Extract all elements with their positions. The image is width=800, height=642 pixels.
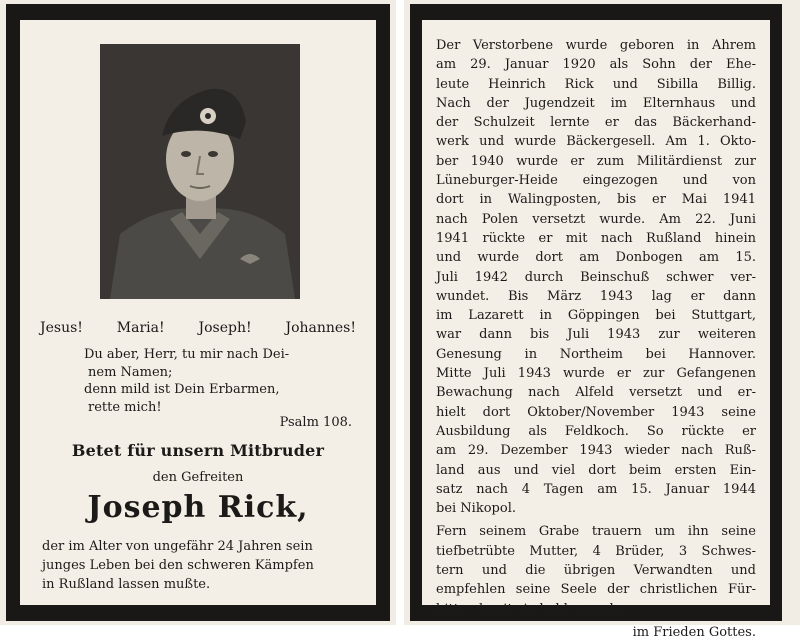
invocation-word: Maria! bbox=[116, 320, 165, 336]
card-inner bbox=[20, 20, 376, 605]
bio-line: leute Heinrich Rick und Sibilla Billig. bbox=[436, 76, 756, 92]
bio-line: Bewachung nach Alfeld versetzt und er- bbox=[436, 385, 756, 401]
bio-line: Genesung in Northeim bei Hannover. bbox=[436, 346, 756, 362]
bio-line: am 29. Januar 1920 als Sohn der Ehe- bbox=[436, 57, 756, 73]
closing-line: junges Leben bei den schweren Kämpfen bbox=[42, 558, 314, 573]
closing-line: in Rußland lassen mußte. bbox=[42, 577, 211, 592]
bio-line: war dann bis Juli 1943 zur weiteren bbox=[436, 327, 756, 343]
bio-line: werk und wurde Bäckergesell. Am 1. Okto- bbox=[436, 134, 756, 150]
bio-line: und wurde dort am Donbogen am 15. bbox=[436, 250, 756, 266]
bio-line: Lüneburger-Heide eingezogen und von bbox=[436, 173, 756, 189]
psalm-line: nem Namen; bbox=[88, 364, 173, 380]
biography-text bbox=[436, 36, 756, 642]
card-inner bbox=[422, 20, 770, 640]
mourning-line: tiefbetrübte Mutter, 4 Brüder, 3 Schwes- bbox=[436, 543, 756, 559]
prayer-headline: Betet für unsern Mitbruder bbox=[71, 441, 325, 460]
invocation-word: Johannes! bbox=[285, 320, 356, 336]
portrait-drawing bbox=[100, 44, 300, 299]
military-rank: den Gefreiten bbox=[152, 470, 244, 485]
psalm-line: Du aber, Herr, tu mir nach Dei- bbox=[84, 347, 290, 362]
black-border bbox=[6, 4, 390, 621]
bio-line: 1941 rückte er mit nach Rußland hinein bbox=[436, 230, 756, 246]
invocation-line bbox=[40, 320, 356, 336]
bio-line: land aus und viel dort beim ersten Ein- bbox=[436, 462, 756, 478]
right-card-page bbox=[404, 0, 800, 640]
bio-line: Nach der Jugendzeit im Elternhaus und bbox=[436, 95, 756, 111]
bio-line: nach Polen versetzt wurde. Am 22. Juni bbox=[436, 211, 756, 227]
deceased-name: Joseph Rick, bbox=[87, 490, 309, 525]
bio-line: Mitte Juli 1943 wurde er zur Gefangenen bbox=[436, 366, 756, 382]
psalm-reference: Psalm 108. bbox=[279, 415, 352, 430]
black-border bbox=[410, 4, 782, 640]
bio-line: hielt dort Oktober/November 1943 seine bbox=[436, 404, 756, 420]
sign-off: im Frieden Gottes. bbox=[632, 624, 756, 640]
psalm-quote bbox=[84, 346, 352, 416]
mourning-line: tern und die übrigen Verwandten und bbox=[436, 563, 756, 579]
bio-line: Der Verstorbene wurde geboren in Ahrem bbox=[436, 38, 756, 53]
bio-line: der Schulzeit lernte er das Bäckerhand- bbox=[436, 115, 756, 131]
psalm-line: rette mich! bbox=[88, 399, 162, 415]
psalm-line: denn mild ist Dein Erbarmen, bbox=[84, 382, 280, 397]
bio-line: im Lazarett in Göppingen bei Stuttgart, bbox=[436, 308, 756, 324]
soldier-portrait-photo bbox=[100, 44, 300, 299]
left-card-page bbox=[0, 0, 396, 625]
bio-line: Juli 1942 durch Beinschuß schwer ver- bbox=[436, 269, 756, 285]
bio-line: ber 1940 wurde er zum Militärdienst zur bbox=[436, 153, 756, 169]
mourning-line: bitte, damit sie bald ausruhe bbox=[436, 601, 626, 617]
bio-line: wundet. Bis März 1943 lag er dann bbox=[436, 288, 756, 304]
invocation-word: Joseph! bbox=[198, 320, 252, 336]
bio-line: Ausbildung als Feldkoch. So rückte er bbox=[436, 423, 756, 439]
bio-line: dort in Walingposten, bis er Mai 1941 bbox=[436, 192, 756, 208]
mourning-line: Fern seinem Grabe trauern um ihn seine bbox=[436, 524, 756, 540]
bio-line: bei Nikopol. bbox=[436, 501, 516, 517]
closing-line: der im Alter von ungefähr 24 Jahren sein bbox=[42, 539, 313, 554]
mourning-line: empfehlen seine Seele der christlichen Für- bbox=[436, 582, 756, 598]
bio-line: satz nach 4 Tagen am 15. Januar 1944 bbox=[436, 481, 756, 497]
closing-text bbox=[42, 537, 360, 594]
bio-line: am 29. Dezember 1943 wieder nach Ruß- bbox=[436, 443, 756, 459]
invocation-word: Jesus! bbox=[40, 320, 83, 336]
